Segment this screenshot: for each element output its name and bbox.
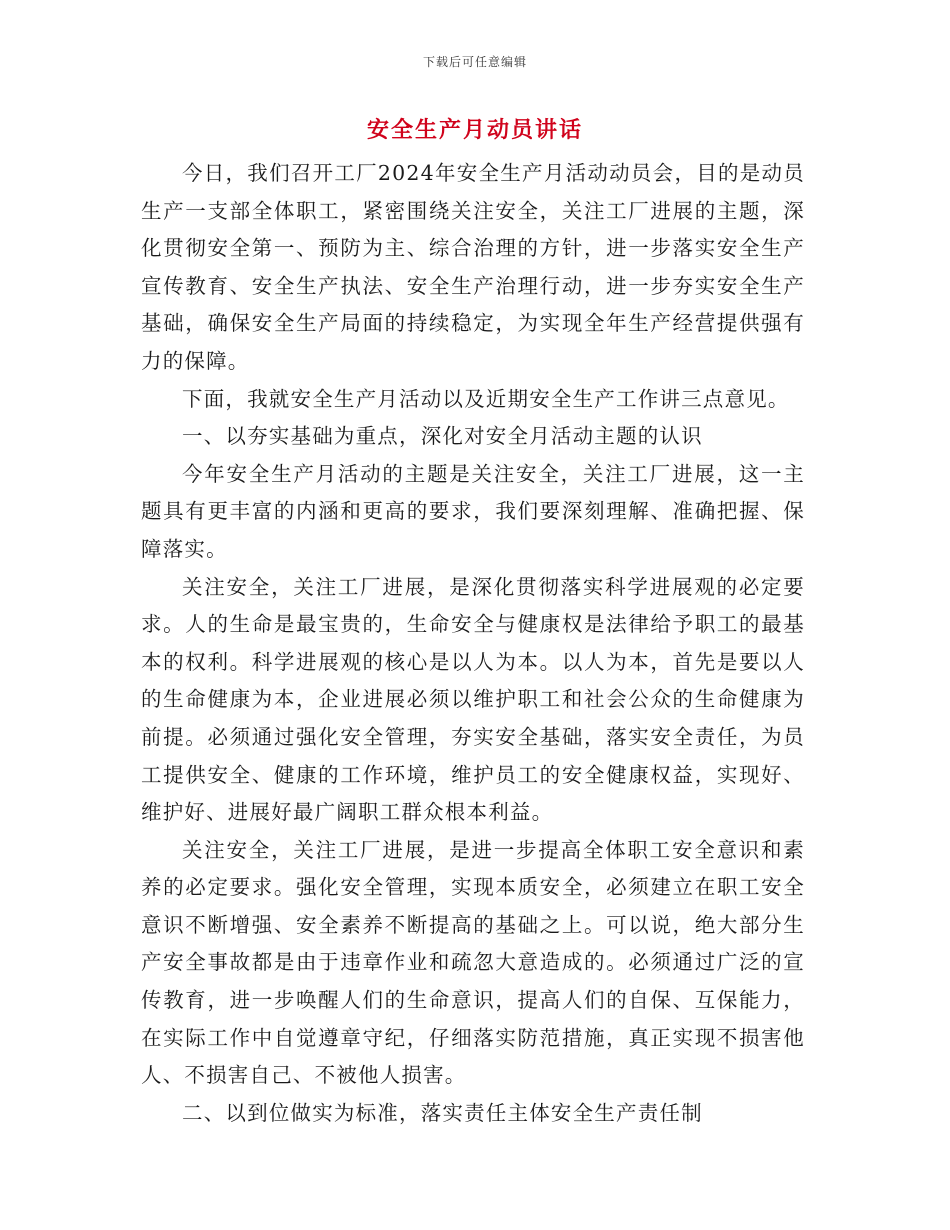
section-heading-1: 一、以夯实基础为重点，深化对安全月活动主题的认识 bbox=[182, 424, 703, 449]
document-body bbox=[141, 155, 805, 1132]
paragraph-theme: 今年安全生产月活动的主题是关注安全，关注工厂进展，这一主题具有更丰富的内涵和更高的要求，我们要深刻理解、准确把握、保障落实。 bbox=[141, 461, 805, 561]
paragraph-intro: 今日，我们召开工厂2024年安全生产月活动动员会，目的是动员生产一支部全体职工，紧密围绕关注安全，关注工厂进展的主题，深化贯彻安全第一、预防为主、综合治理的方针，进一步落实安全生产宣传教育、安全生产执法、安全生产治理行动，进一步夯实安全生产基础，确保安全生产局面的持续稳定，为实现全年生产经营提供强有力的保障。 bbox=[141, 161, 805, 373]
paragraph-science: 关注安全，关注工厂进展，是深化贯彻落实科学进展观的必定要求。人的生命是最宝贵的，生命安全与健康权是法律给予职工的最基本的权利。科学进展观的核心是以人为本。以人为本，首先是要以人的生命健康为本，企业进展必须以维护职工和社会公众的生命健康为前提。必须通过强化安全管理，夯实安全基础，落实安全责任，为员工提供安全、健康的工作环境，维护员工的安全健康权益，实现好、维护好、进展好最广阔职工群众根本利益。 bbox=[141, 574, 805, 825]
paragraph-outline: 下面，我就安全生产月活动以及近期安全生产工作讲三点意见。 bbox=[182, 386, 790, 411]
section-heading-2: 二、以到位做实为标准，落实责任主体安全生产责任制 bbox=[182, 1100, 703, 1125]
header-note: 下载后可任意编辑 bbox=[422, 55, 527, 69]
paragraph-awareness: 关注安全，关注工厂进展，是进一步提高全体职工安全意识和素养的必定要求。强化安全管理，实现本质安全，必须建立在职工安全意识不断增强、安全素养不断提高的基础之上。可以说，绝大部分生产安全事故都是由于违章作业和疏忽大意造成的。必须通过广泛的宣传教育，进一步唤醒人们的生命意识，提高人们的自保、互保能力，在实际工作中自觉遵章守纪，仔细落实防范措施，真正实现不损害他人、不损害自己、不被他人损害。 bbox=[141, 837, 805, 1088]
document-title: 安全生产月动员讲话 bbox=[366, 117, 583, 143]
